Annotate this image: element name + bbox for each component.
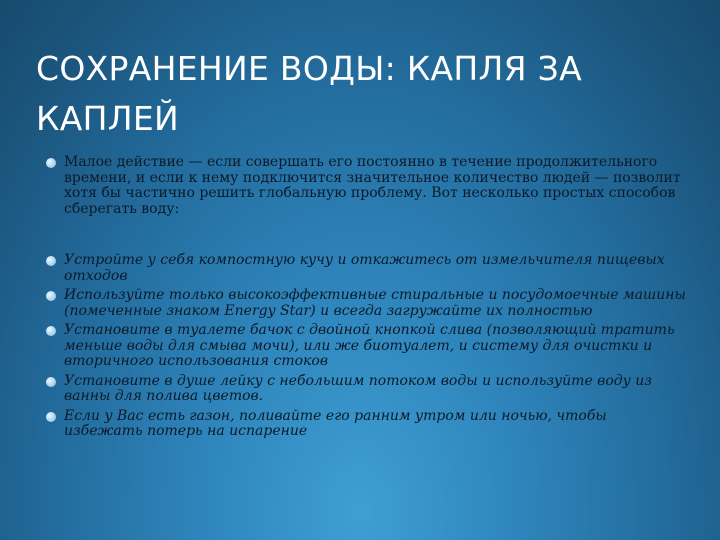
tip-item [46,288,686,319]
intro-text: Малое действие — если совершать его постоянно в течение продолжительного времени, и если к нему подключится значительное количество людей — позволит хотя бы частично решить глобальную проблему. Вот несколько простых способов сберегать воду: [64,154,681,217]
bullet-icon [46,412,56,422]
tip-text: Установите в туалете бачок с двойной кнопкой слива (позволяющий тратить меньше воды для смыва мочи), или же биотуалет, и систему для очистки и вторичного использования стоков [64,322,675,369]
tip-text: Установите в душе лейку с небольшим потоком воды и используйте воду из ванны для полива цветов. [64,372,652,404]
bullet-icon [46,256,56,266]
tips-list [46,253,686,444]
bullet-icon [46,377,56,387]
bullet-icon [46,158,56,168]
intro-item [46,155,686,217]
bullet-icon [46,291,56,301]
tip-item [46,409,686,440]
intro-list [46,155,686,217]
tip-item [46,323,686,370]
tip-item [46,253,686,284]
slide-title: СОХРАНЕНИЕ ВОДЫ: КАПЛЯ ЗА КАПЛЕЙ [36,49,583,138]
tip-item [46,374,686,405]
bullet-icon [46,326,56,336]
tip-text: Используйте только высокоэффективные стиральные и посудомоечные машины (помеченные знаком Energy Star) и всегда загружайте их полностью [64,287,686,319]
tip-text: Если у Вас есть газон, поливайте его ранним утром или ночью, чтобы избежать потерь на испарение [64,407,607,439]
tip-text: Устройте у себя компостную кучу и откажитесь от измельчителя пищевых отходов [64,252,665,284]
